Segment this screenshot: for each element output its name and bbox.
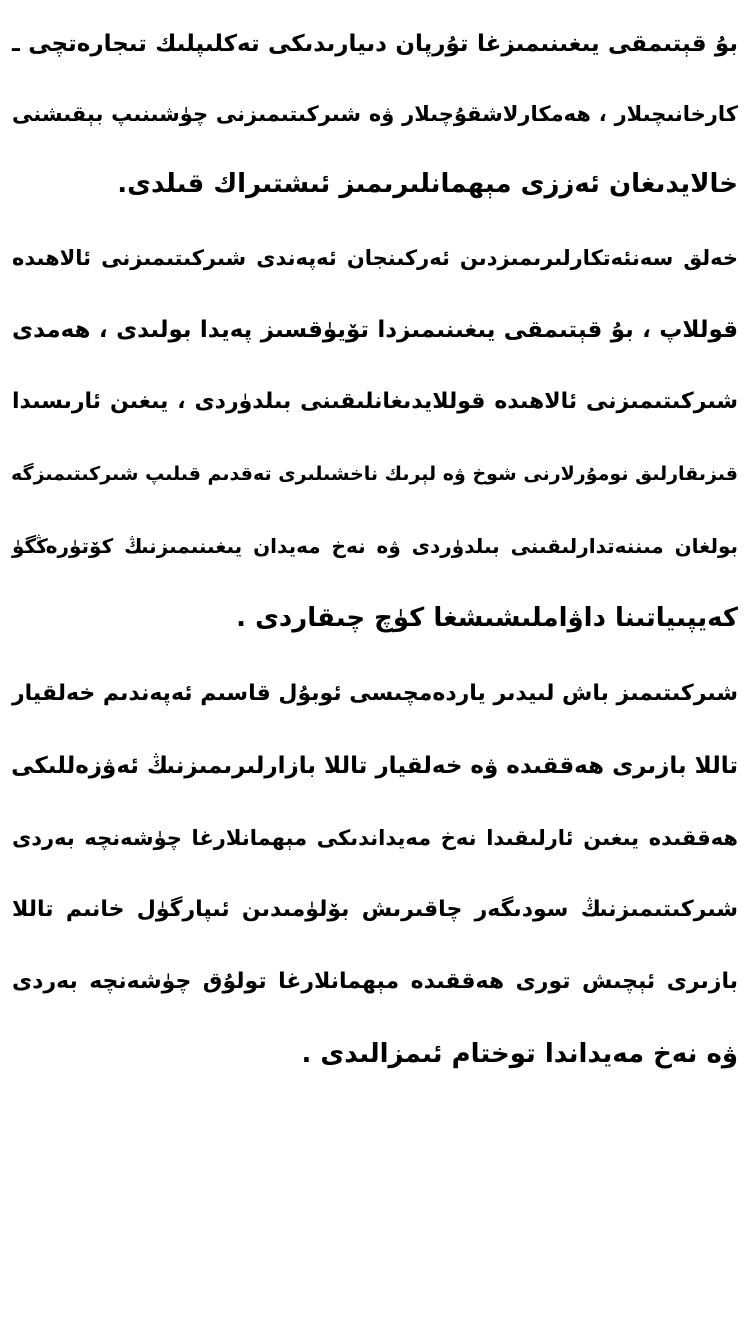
text-line: خالايدىغان ئەززى مېھمانلىرىمىز ئىشتىراك قىلدى. [117, 169, 738, 199]
text-line: قوللاپ ، بۇ قېتىمقى يىغىنىمىزدا تۆيۈقسىز پەيدا بولىدى ، ھەمدى [12, 317, 738, 343]
text-line: تاللا بازىرى ھەققىدە ۋە خەلقيار تاللا بازارلىرىمىزنىڭ ئەۋزەللىكى [11, 753, 738, 779]
text-line: شىركىتىمىزنى ئالاھىدە قوللايدىغانلىقىنى بىلدۈردى ، يىغىن ئارىسىدا [12, 389, 738, 414]
text-line: كارخانىچىلار ، ھەمكارلاشقۇچىلار ۋە شىركىتىمىزنى چۈشىنىپ بېقىشنى [12, 102, 738, 126]
text-line: بۇ قېتىمقى يىغىنىمىزغا تۇرپان دىيارىدىكى تەكلىپلىك تىجارەتچى ـ [12, 31, 738, 57]
text-line: شىركىتىمىز باش لىيدىر ياردەمچىسى ئوبۇل قاسىم ئەپەندىم خەلقيار [12, 681, 738, 706]
text-line: كەيپىياتىنا داۋاملىشىشغا كۈچ چىقاردى . [236, 603, 738, 633]
text-line: بولغان مىننەتدارلىقىنى بىلدۈردى ۋە نەخ مەيدان يىغىنىمىزنىڭ كۆتۈرەڭگۈ [12, 534, 738, 558]
text-line: بازىرى ئېچىش تورى ھەققىدە مېھمانلارغا تولۇق چۈشەنچە بەردى [12, 969, 738, 994]
text-line: خەلق سەنئەتكارلىرىمىزدىن ئەركىنجان ئەپەندى شىركىتىمىزنى ئالاھىدە [12, 246, 738, 270]
text-line: شىركىتىمىزنىڭ سودىگەر چاقىرىش بۆلۈمىدىن ئىپارگۈل خانىم تاللا [12, 897, 738, 922]
text-line: ھەققىدە يىغىن ئارلىقىدا نەخ مەيداندىكى مېھمانلارغا چۈشەنچە بەردى [12, 826, 738, 850]
text-line: قىزىقارلىق نومۇرلارنى شوخ ۋە لېرىك ناخشىلىرى تەقدىم قىلىپ شىركىتىمىزگە [11, 463, 738, 485]
text-line: ۋە نەخ مەيداندا توختام ئىمزالىدى . [301, 1039, 738, 1069]
